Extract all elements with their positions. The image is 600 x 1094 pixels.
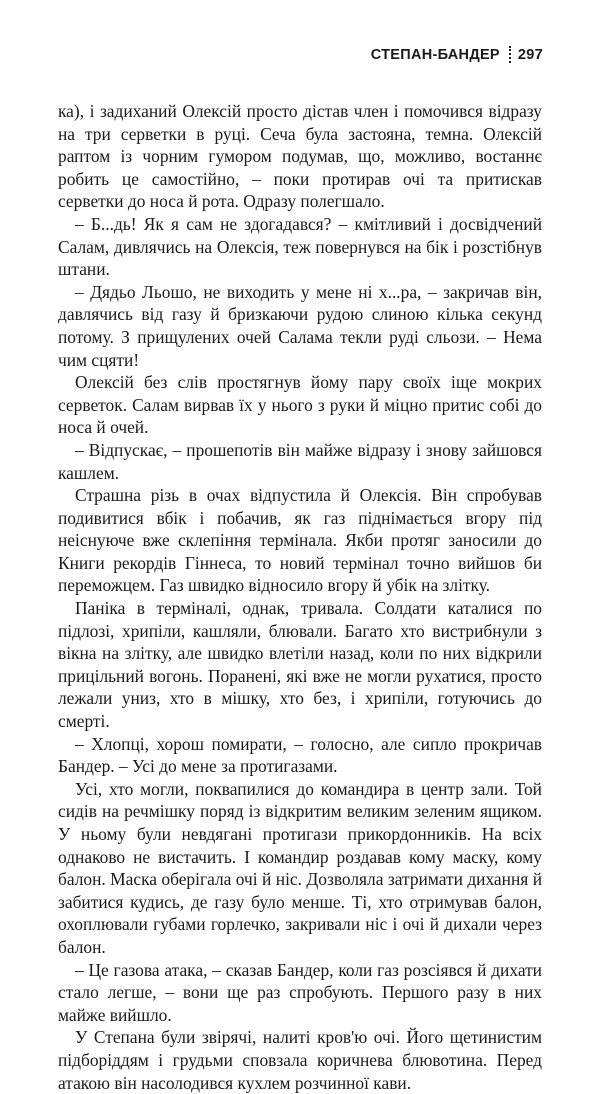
paragraph-3: – Дядьо Льошо, не виходить у мене ні х...ра, – закричав він, давлячись від газу й бризкаючи рудою слиною кілька секунд потому. З прищулених очей Салама текли руді сльози. – Нема чим сцяти! [58,281,542,370]
header-separator [509,46,512,63]
paragraph-1: ка), і задиханий Олексій просто дістав член і помочився відразу на три серветки в руці. Сеча була застояна, темна. Олексій раптом із чорним гумором подумав, що, можливо, востаннє робить це самостійно, – поки протирав очі та притискав серветки до носа й рота. Одразу полегшало. [58,101,542,212]
paragraph-4: Олексій без слів простягнув йому пару своїх іще мокрих серветок. Салам вирвав їх у нього з руки й міцно притис собі до носа й очей. [58,372,542,438]
paragraph-8: – Хлопці, хорош помирати, – голосно, але сипло прокричав Бандер. – Усі до мене за протигазами. [58,733,542,777]
body-text [58,100,542,1094]
running-header [371,46,543,63]
paragraph-6: Страшна різь в очах відпустила й Олексія. Він спробував подивитися вбік і побачив, як газ піднімається вгору під неіснуюче вже склепіння термінала. Якби протяг заносили до Книги рекордів Гіннеса, то новий термінал точно вийшов би переможцем. Газ швидко відносило вгору й убік на злітку. [58,485,542,596]
paragraph-9: Усі, хто могли, поквапилися до командира в центр зали. Той сидів на речмішку поряд із відкритим великим зеленим ящиком. У ньому були невдягані протигази прикордонників. На всіх однаково не вистачить. І командир роздавав кому маску, кому балон. Маска оберігала очі й ніс. Дозволяла затримати дихання й забитися кудись, де газу було менше. Ті, хто отримував балон, охоплювали губами горлечко, закривали ніс і очі й дихали через балон. [58,778,542,957]
paragraph-11: У Степана були звірячі, налиті кров'ю очі. Його щетинистим підборіддям і грудьми сповзала коричнева блювотина. Перед атакою він насолодився кухлем розчинної кави. [58,1027,542,1093]
paragraph-2: – Б...дь! Як я сам не здогадався? – кмітливий і досвідчений Салам, дивлячись на Олексія, теж повернувся на бік і розстібнув штани. [58,213,542,280]
paragraph-5: – Відпускає, – прошепотів він майже відразу і знову зайшовся кашлем. [58,439,542,483]
page-number: 297 [517,46,543,63]
paragraph-10: – Це газова атака, – сказав Бандер, коли газ розсіявся й дихати стало легше, – вони ще раз спробують. Першого разу в них майже вийшло. [58,959,542,1025]
running-title: СТЕПАН-БАНДЕР [370,46,500,63]
paragraph-7: Паніка в терміналі, однак, тривала. Солдати каталися по підлозі, хрипіли, кашляли, блювали. Багато хто вистрибнули з вікна на злітку, але швидко влетіли назад, коли по них відкрили прицільний вогонь. Поранені, які вже не могли рухатися, просто лежали униз, хто в мішку, хто без, і хрипіли, готуючись до смерті. [58,598,542,732]
